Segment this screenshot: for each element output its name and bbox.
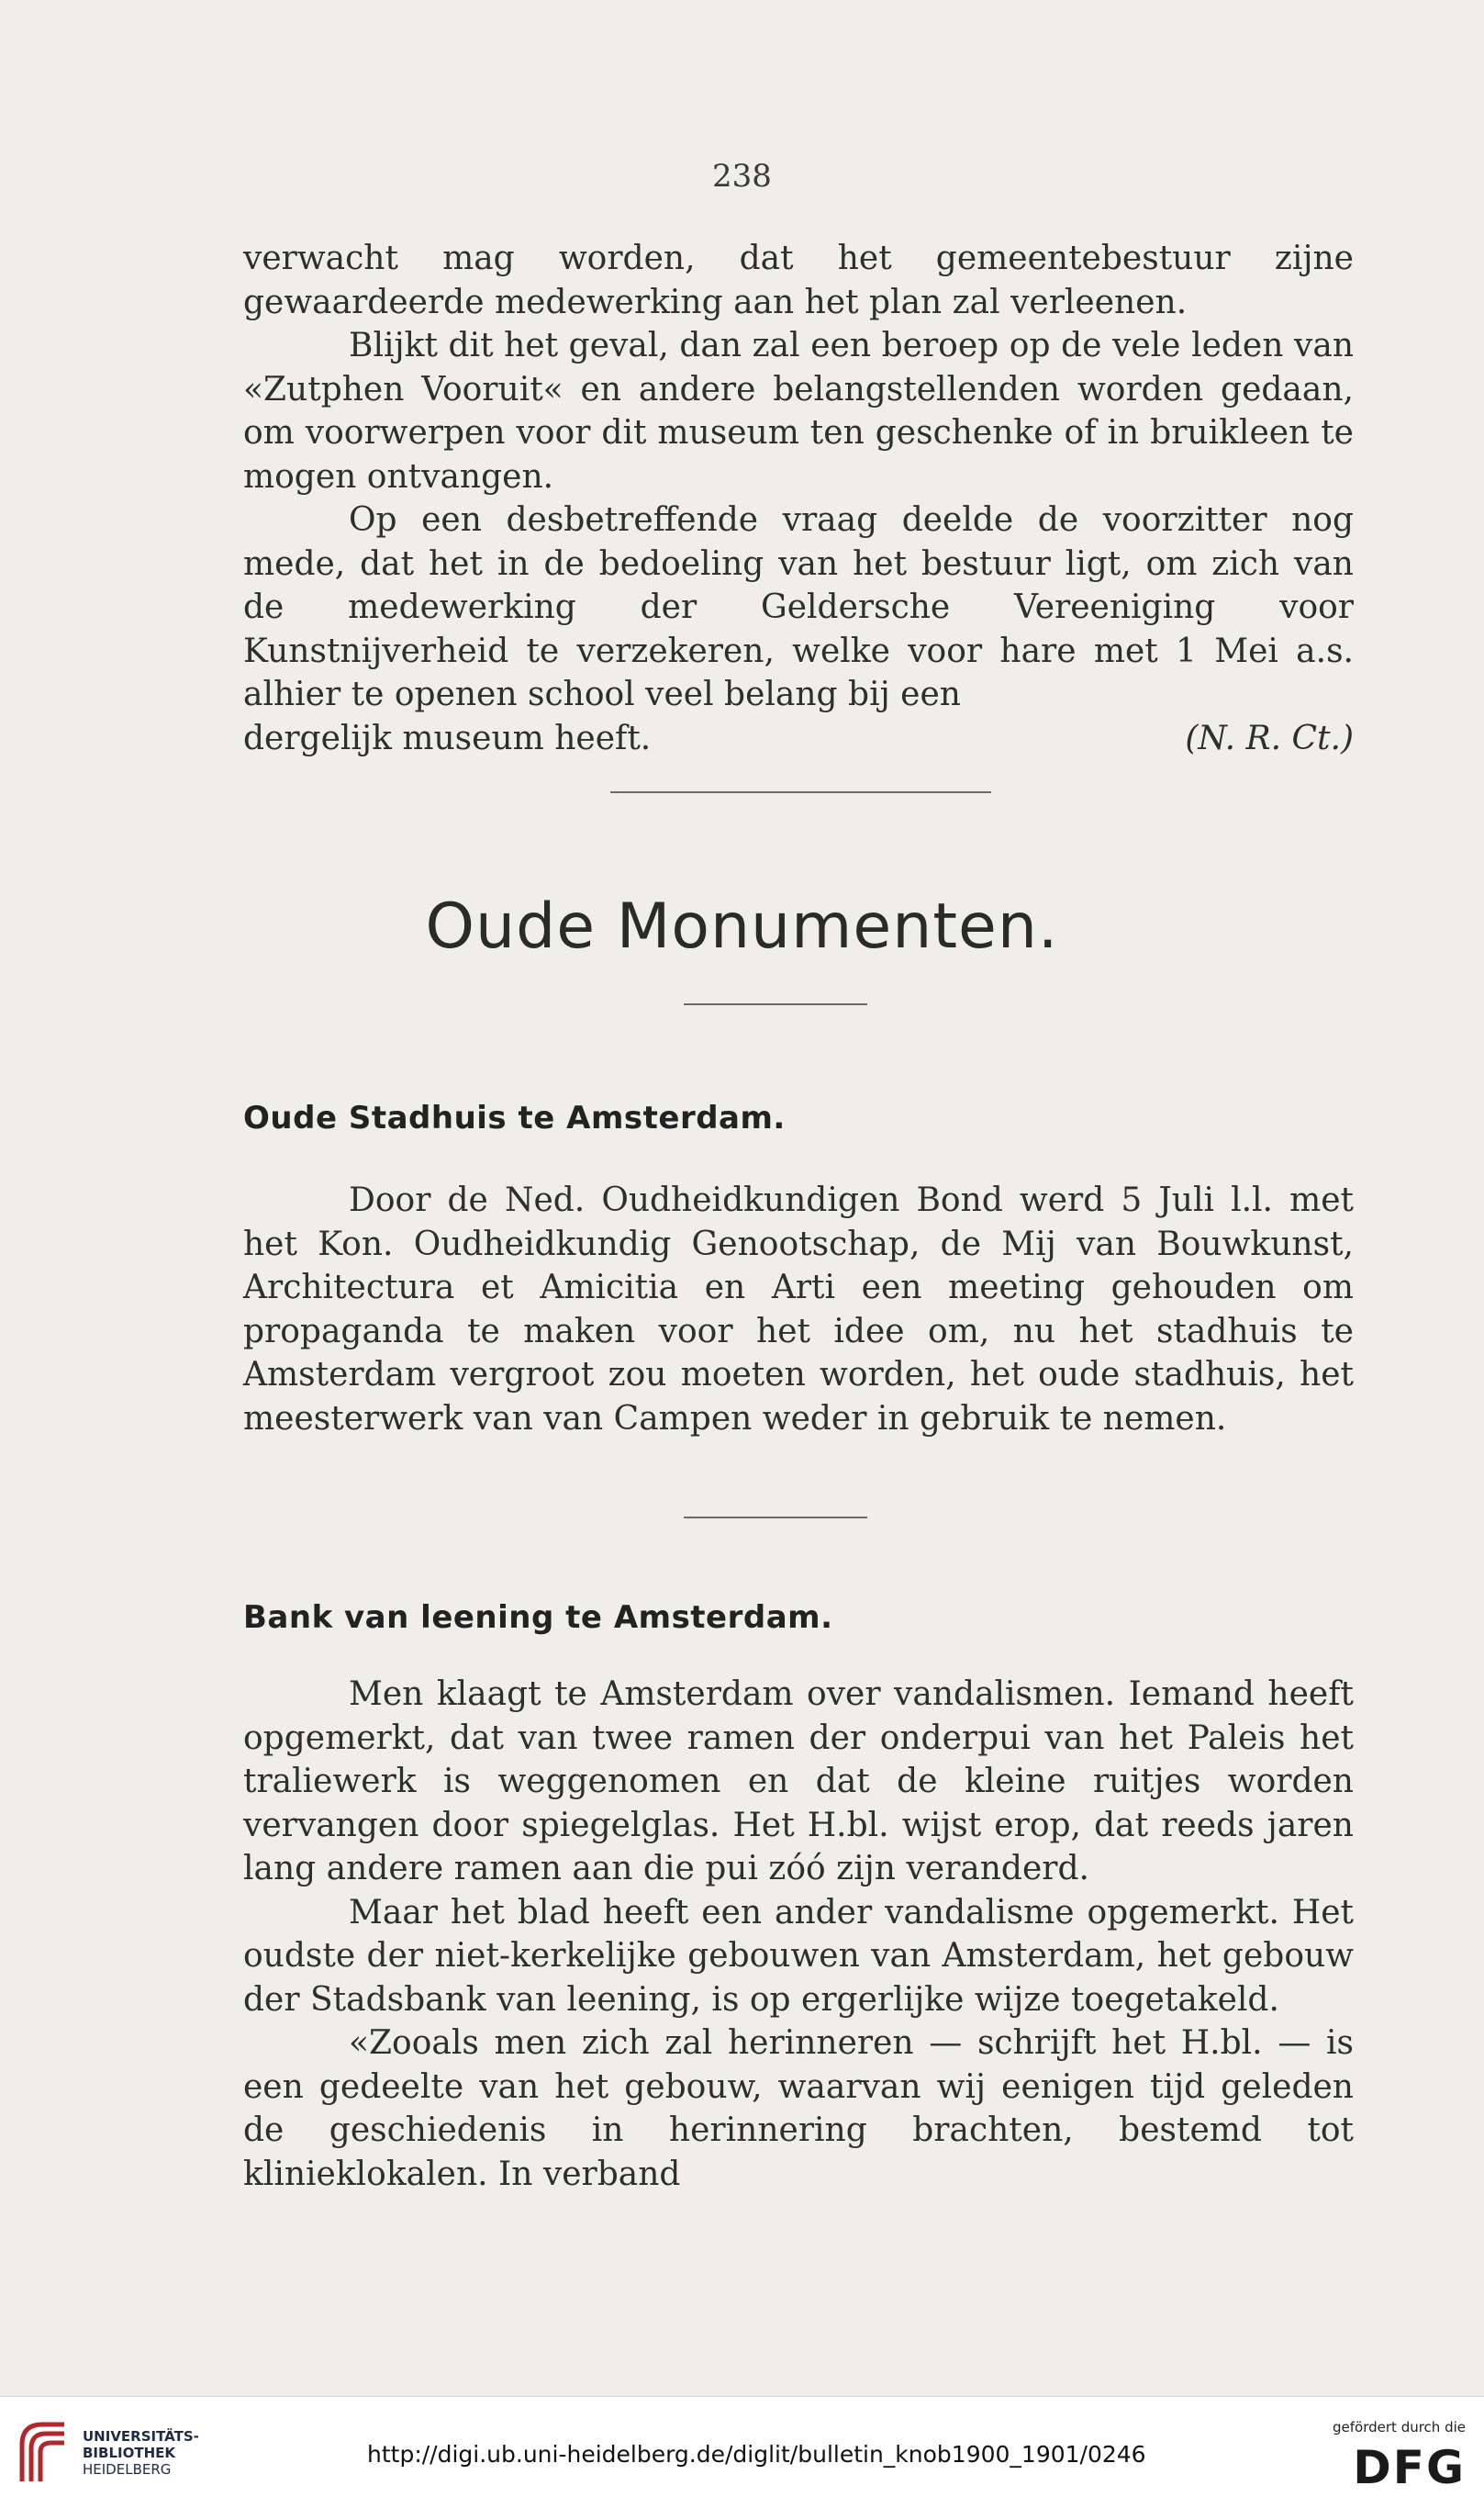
bank-paragraph-1: Men klaagt te Amsterdam over vandalismen. Iemand heeft opgemerkt, dat van twee ramen der onderpui van het Paleis het traliewerk is weggenomen en dat de kleine ruitjes worden vervangen door spiegelglas. Het H.bl. wijst erop, dat reeds jaren lang andere ramen aan die pui zóó zijn veranderd. (243, 1675, 1354, 1887)
funding-note: gefördert durch die (1333, 2419, 1466, 2435)
library-name (83, 2428, 199, 2478)
section-heading-stadhuis: Oude Stadhuis te Amsterdam. (243, 1100, 786, 1136)
source-signature: (N. R. Ct.) (1185, 719, 1354, 757)
intro-paragraph-2: Blijkt dit het geval, dan zal een beroep op de vele leden van «Zutphen Vooruit« en andere belangstellenden worden gedaan, om voorwerpen voor dit museum ten geschenke of in bruikleen te mogen ontvangen. (243, 327, 1354, 496)
bank-paragraph-3: «Zooals men zich zal herinneren — schrijft het H.bl. — is een gedeelte van het gebouw, waarvan wij eenigen tijd geleden de geschiedenis in herinnering brachten, bestemd tot klinieklokalen. In verband (243, 2024, 1354, 2193)
permalink-url[interactable]: http://digi.ub.uni-heidelberg.de/diglit/bulletin_knob1900_1901/0246 (367, 2441, 1146, 2468)
section-heading-bank: Bank van leening te Amsterdam. (243, 1599, 833, 1636)
dfg-logo: DFG (1353, 2441, 1466, 2494)
library-name-line-1: UNIVERSITÄTS- (83, 2428, 199, 2445)
library-name-line-2: BIBLIOTHEK (83, 2445, 175, 2461)
viewer-footer (0, 2396, 1484, 2508)
section-bank-text (243, 1673, 1354, 2196)
section-stadhuis-text (243, 1179, 1354, 1440)
intro-paragraph-1: verwacht mag worden, dat het gemeentebestuur zijne gewaardeerde medewerking aan het plan zal verleenen. (243, 240, 1354, 321)
stadhuis-paragraph-1: Door de Ned. Oudheidkundigen Bond werd 5 Juli l.l. met het Kon. Oudheidkundig Genootschap, de Mij van Bouwkunst, Architectura et Amicitia en Arti een meeting gehouden om propaganda te maken voor het idee om, nu het stadhuis te Amsterdam vergroot zou moeten worden, het oude stadhuis, het meesterwerk van van Campen weder in gebruik te nemen. (243, 1181, 1354, 1438)
intro-paragraph-3: Op een desbetreffende vraag deelde de voorzitter nog mede, dat het in de bedoeling van het bestuur ligt, om zich van de medewerking der Geldersche Vereeniging voor Kunstnijverheid te verzekeren, welke voor hare met 1 Mei a.s. alhier te openen school veel belang bij een (243, 501, 1354, 713)
section-divider-2 (684, 1517, 867, 1518)
library-name-line-3: HEIDELBERG (83, 2461, 172, 2478)
bank-paragraph-2: Maar het blad heeft een ander vandalisme opgemerkt. Het oudste der niet-kerkelijke gebouwen van Amsterdam, het gebouw der Stadsbank van leening, is op ergerlijke wijze toegetakeld. (243, 1893, 1354, 2019)
intro-closing-line (243, 717, 1354, 761)
page-number: 238 (712, 158, 772, 195)
section-divider (610, 791, 991, 793)
main-heading: Oude Monumenten. (425, 890, 1059, 963)
intro-text (243, 237, 1354, 760)
heading-divider (684, 1003, 867, 1005)
library-logo-icon (17, 2417, 70, 2487)
intro-paragraph-3-end: dergelijk museum heeft. (243, 719, 652, 757)
